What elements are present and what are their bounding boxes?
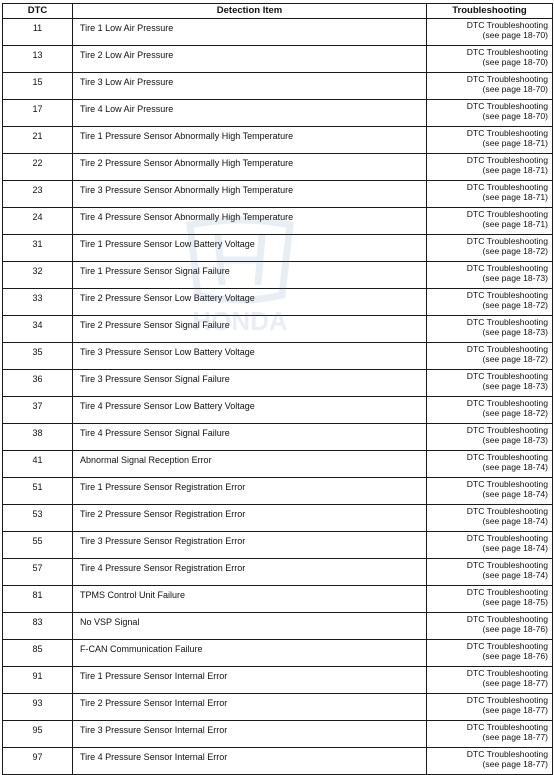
detection-item: Tire 1 Low Air Pressure [73, 19, 427, 46]
header-row [3, 4, 553, 19]
table-body [3, 19, 553, 775]
dtc-code: 95 [3, 721, 73, 748]
dtc-code: 93 [3, 694, 73, 721]
detection-item: No VSP Signal [73, 613, 427, 640]
table-row [3, 289, 553, 316]
page-reference: (see page 18-74) [482, 489, 548, 499]
dtc-code: 37 [3, 397, 73, 424]
detection-item: Tire 3 Pressure Sensor Registration Error [73, 532, 427, 559]
page-reference: (see page 18-71) [482, 219, 548, 229]
dtc-code: 24 [3, 208, 73, 235]
detection-item: Tire 3 Pressure Sensor Abnormally High Temperature [73, 181, 427, 208]
detection-item: Tire 4 Pressure Sensor Low Battery Voltage [73, 397, 427, 424]
page-reference: (see page 18-70) [482, 84, 548, 94]
page-reference: (see page 18-77) [482, 705, 548, 715]
detection-item: Tire 1 Pressure Sensor Low Battery Voltage [73, 235, 427, 262]
troubleshooting-label: DTC Troubleshooting [466, 668, 548, 678]
page-reference: (see page 18-77) [482, 678, 548, 688]
detection-item: F-CAN Communication Failure [73, 640, 427, 667]
troubleshooting-cell [427, 505, 553, 532]
table-row [3, 370, 553, 397]
troubleshooting-cell [427, 424, 553, 451]
troubleshooting-label: DTC Troubleshooting [466, 749, 548, 759]
dtc-code: 13 [3, 46, 73, 73]
table-row [3, 424, 553, 451]
troubleshooting-cell [427, 586, 553, 613]
troubleshooting-label: DTC Troubleshooting [466, 290, 548, 300]
troubleshooting-label: DTC Troubleshooting [466, 74, 548, 84]
dtc-code: 91 [3, 667, 73, 694]
header-troubleshooting: Troubleshooting [427, 4, 553, 19]
detection-item: Tire 1 Pressure Sensor Registration Error [73, 478, 427, 505]
dtc-code: 97 [3, 748, 73, 775]
page-reference: (see page 18-72) [482, 246, 548, 256]
troubleshooting-cell [427, 46, 553, 73]
troubleshooting-cell [427, 127, 553, 154]
troubleshooting-cell [427, 154, 553, 181]
troubleshooting-cell [427, 478, 553, 505]
troubleshooting-label: DTC Troubleshooting [466, 722, 548, 732]
table-row [3, 343, 553, 370]
dtc-code: 36 [3, 370, 73, 397]
table-row [3, 505, 553, 532]
page-reference: (see page 18-74) [482, 570, 548, 580]
table-row [3, 613, 553, 640]
page-reference: (see page 18-71) [482, 165, 548, 175]
page-reference: (see page 18-76) [482, 624, 548, 634]
dtc-code: 21 [3, 127, 73, 154]
troubleshooting-label: DTC Troubleshooting [466, 101, 548, 111]
troubleshooting-cell [427, 235, 553, 262]
troubleshooting-label: DTC Troubleshooting [466, 263, 548, 273]
table-row [3, 235, 553, 262]
troubleshooting-cell [427, 451, 553, 478]
troubleshooting-label: DTC Troubleshooting [466, 587, 548, 597]
troubleshooting-cell [427, 208, 553, 235]
detection-item: Tire 3 Low Air Pressure [73, 73, 427, 100]
dtc-code: 55 [3, 532, 73, 559]
dtc-code: 32 [3, 262, 73, 289]
dtc-code: 81 [3, 586, 73, 613]
troubleshooting-cell [427, 262, 553, 289]
page-reference: (see page 18-72) [482, 300, 548, 310]
dtc-code: 85 [3, 640, 73, 667]
page-reference: (see page 18-70) [482, 111, 548, 121]
page-reference: (see page 18-72) [482, 354, 548, 364]
detection-item: Tire 2 Pressure Sensor Internal Error [73, 694, 427, 721]
page-reference: (see page 18-76) [482, 651, 548, 661]
troubleshooting-cell [427, 19, 553, 46]
page-reference: (see page 18-72) [482, 408, 548, 418]
table-row [3, 721, 553, 748]
dtc-code: 23 [3, 181, 73, 208]
troubleshooting-label: DTC Troubleshooting [466, 344, 548, 354]
troubleshooting-label: DTC Troubleshooting [466, 506, 548, 516]
detection-item: Tire 2 Pressure Sensor Abnormally High Temperature [73, 154, 427, 181]
dtc-code: 41 [3, 451, 73, 478]
page-reference: (see page 18-73) [482, 435, 548, 445]
troubleshooting-label: DTC Troubleshooting [466, 209, 548, 219]
troubleshooting-label: DTC Troubleshooting [466, 452, 548, 462]
troubleshooting-label: DTC Troubleshooting [466, 20, 548, 30]
detection-item: Tire 3 Pressure Sensor Signal Failure [73, 370, 427, 397]
dtc-code: 34 [3, 316, 73, 343]
table-row [3, 208, 553, 235]
table-row [3, 46, 553, 73]
table-row [3, 19, 553, 46]
table-row [3, 451, 553, 478]
troubleshooting-label: DTC Troubleshooting [466, 479, 548, 489]
detection-item: Abnormal Signal Reception Error [73, 451, 427, 478]
table-row [3, 397, 553, 424]
table-row [3, 73, 553, 100]
troubleshooting-label: DTC Troubleshooting [466, 317, 548, 327]
table-row [3, 127, 553, 154]
dtc-code: 51 [3, 478, 73, 505]
troubleshooting-cell [427, 289, 553, 316]
table-row [3, 640, 553, 667]
troubleshooting-cell [427, 748, 553, 775]
detection-item: Tire 1 Pressure Sensor Internal Error [73, 667, 427, 694]
troubleshooting-label: DTC Troubleshooting [466, 128, 548, 138]
troubleshooting-label: DTC Troubleshooting [466, 641, 548, 651]
dtc-code: 22 [3, 154, 73, 181]
troubleshooting-label: DTC Troubleshooting [466, 614, 548, 624]
table-row [3, 694, 553, 721]
troubleshooting-label: DTC Troubleshooting [466, 560, 548, 570]
dtc-code: 15 [3, 73, 73, 100]
table-row [3, 181, 553, 208]
page-reference: (see page 18-71) [482, 192, 548, 202]
dtc-code: 53 [3, 505, 73, 532]
detection-item: Tire 2 Pressure Sensor Low Battery Voltage [73, 289, 427, 316]
troubleshooting-cell [427, 181, 553, 208]
detection-item: Tire 2 Low Air Pressure [73, 46, 427, 73]
watermark-text: HONDA [192, 306, 288, 336]
detection-item: Tire 2 Pressure Sensor Signal Failure [73, 316, 427, 343]
dtc-code: 83 [3, 613, 73, 640]
troubleshooting-label: DTC Troubleshooting [466, 398, 548, 408]
page-reference: (see page 18-71) [482, 138, 548, 148]
table-row [3, 586, 553, 613]
troubleshooting-label: DTC Troubleshooting [466, 695, 548, 705]
table-row [3, 667, 553, 694]
detection-item: Tire 4 Pressure Sensor Signal Failure [73, 424, 427, 451]
dtc-code: 38 [3, 424, 73, 451]
page-reference: (see page 18-77) [482, 759, 548, 769]
page-reference: (see page 18-73) [482, 381, 548, 391]
detection-item: Tire 4 Pressure Sensor Internal Error [73, 748, 427, 775]
troubleshooting-cell [427, 640, 553, 667]
detection-item: Tire 2 Pressure Sensor Registration Error [73, 505, 427, 532]
page-reference: (see page 18-73) [482, 273, 548, 283]
table-row [3, 262, 553, 289]
detection-item: Tire 3 Pressure Sensor Internal Error [73, 721, 427, 748]
page-reference: (see page 18-74) [482, 543, 548, 553]
troubleshooting-label: DTC Troubleshooting [466, 236, 548, 246]
table-row [3, 316, 553, 343]
dtc-code: 11 [3, 19, 73, 46]
troubleshooting-cell [427, 370, 553, 397]
troubleshooting-cell [427, 613, 553, 640]
detection-item: Tire 3 Pressure Sensor Low Battery Voltage [73, 343, 427, 370]
detection-item: Tire 4 Low Air Pressure [73, 100, 427, 127]
table-header [3, 4, 553, 19]
page-reference: (see page 18-74) [482, 516, 548, 526]
table-row [3, 748, 553, 775]
troubleshooting-cell [427, 316, 553, 343]
detection-item: Tire 1 Pressure Sensor Abnormally High Temperature [73, 127, 427, 154]
page-reference: (see page 18-77) [482, 732, 548, 742]
troubleshooting-label: DTC Troubleshooting [466, 182, 548, 192]
troubleshooting-cell [427, 343, 553, 370]
troubleshooting-cell [427, 100, 553, 127]
troubleshooting-cell [427, 559, 553, 586]
page-reference: (see page 18-74) [482, 462, 548, 472]
troubleshooting-label: DTC Troubleshooting [466, 371, 548, 381]
troubleshooting-label: DTC Troubleshooting [466, 425, 548, 435]
troubleshooting-label: DTC Troubleshooting [466, 47, 548, 57]
troubleshooting-label: DTC Troubleshooting [466, 155, 548, 165]
dtc-code: 33 [3, 289, 73, 316]
troubleshooting-cell [427, 694, 553, 721]
header-dtc: DTC [3, 4, 73, 19]
troubleshooting-cell [427, 532, 553, 559]
page-reference: (see page 18-75) [482, 597, 548, 607]
dtc-table [2, 3, 553, 775]
table-row [3, 559, 553, 586]
dtc-code: 35 [3, 343, 73, 370]
detection-item: Tire 4 Pressure Sensor Registration Error [73, 559, 427, 586]
troubleshooting-cell [427, 73, 553, 100]
detection-item: Tire 1 Pressure Sensor Signal Failure [73, 262, 427, 289]
dtc-code: 31 [3, 235, 73, 262]
table-row [3, 532, 553, 559]
dtc-code: 17 [3, 100, 73, 127]
dtc-code: 57 [3, 559, 73, 586]
table-row [3, 100, 553, 127]
table-row [3, 478, 553, 505]
page-reference: (see page 18-70) [482, 57, 548, 67]
troubleshooting-label: DTC Troubleshooting [466, 533, 548, 543]
detection-item: TPMS Control Unit Failure [73, 586, 427, 613]
detection-item: Tire 4 Pressure Sensor Abnormally High Temperature [73, 208, 427, 235]
page-reference: (see page 18-70) [482, 30, 548, 40]
troubleshooting-cell [427, 667, 553, 694]
troubleshooting-cell [427, 721, 553, 748]
header-detection-item: Detection Item [73, 4, 427, 19]
page-reference: (see page 18-73) [482, 327, 548, 337]
table-row [3, 154, 553, 181]
troubleshooting-cell [427, 397, 553, 424]
